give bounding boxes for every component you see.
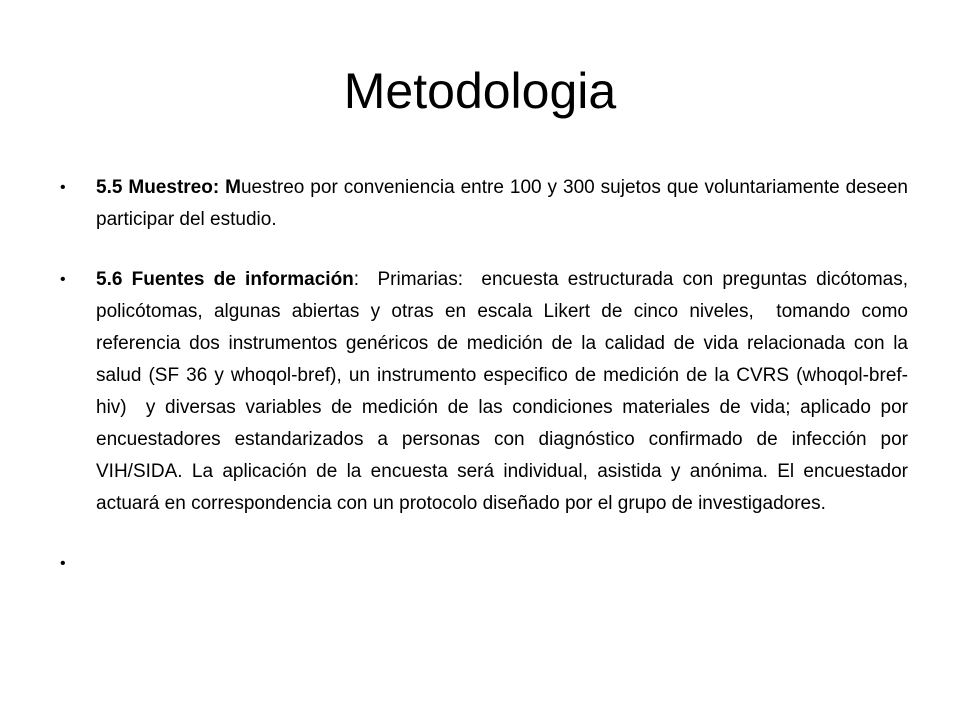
bullet-item-empty	[56, 548, 908, 580]
bullet-item-muestreo	[56, 172, 908, 236]
bullet-dot-icon: •	[60, 271, 66, 288]
bullet-item-fuentes	[56, 264, 914, 520]
slide-title: Metodologia	[343, 63, 617, 119]
bullet-body: Primarias: encuesta estructurada con preguntas dicótomas, policótomas, algunas abiertas y otras en escala Likert de cinco niveles, tomando como referencia dos instrumentos genéricos de medición de la calidad de vida relacionada con la salud (SF 36 y whoqol-bref), un instrumento especifico de medición de la CVRS (whoqol-bref-hiv) y diversas variables de medición de las condiciones materiales de vida; aplicado por encuestadores estandarizados a personas con diagnóstico confirmado de infección por VIH/SIDA. La aplicación de la encuesta será individual, asistida y anónima. El encuestador actuará en correspondencia con un protocolo diseñado por el grupo de investigadores.	[96, 269, 914, 514]
bullet-heading: 5.6 Fuentes de información	[96, 269, 354, 290]
bullet-list	[56, 172, 914, 580]
bullet-dot-icon: •	[60, 555, 66, 572]
bullet-separator: :	[353, 269, 360, 290]
bullet-heading: 5.5 Muestreo: M	[96, 177, 241, 198]
bullet-dot-icon: •	[60, 179, 66, 196]
bullet-body: uestreo por conveniencia entre 100 y 300 sujetos que voluntariamente deseen participar del estudio.	[96, 177, 908, 230]
